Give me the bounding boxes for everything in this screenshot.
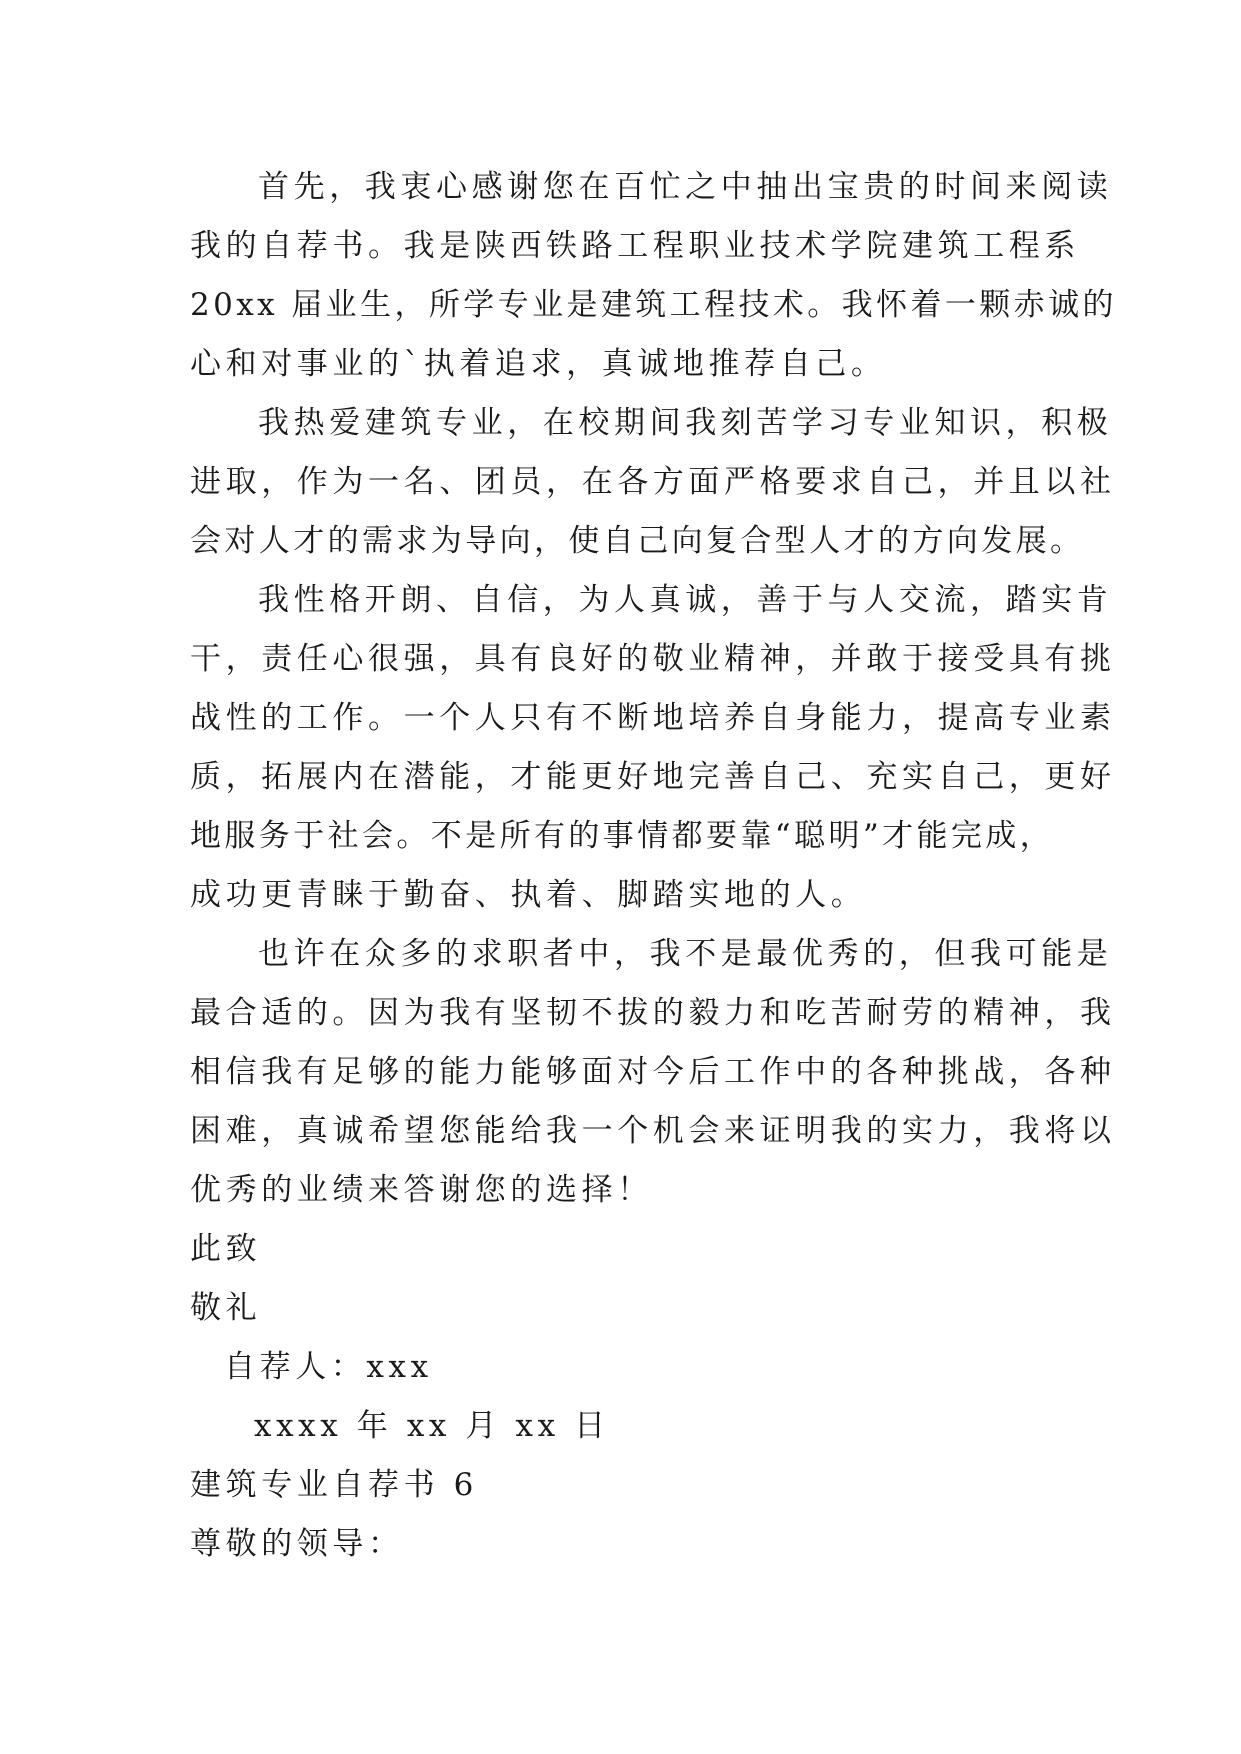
paragraph-line: 进取，作为一名、团员，在各方面严格要求自己，并且以社 [190, 464, 1116, 500]
paragraph-line: 我性格开朗、自信，为人真诚，善于与人交流，踏实肯 [258, 582, 1113, 618]
paragraph-line: 我热爱建筑专业，在校期间我刻苦学习专业知识，积极 [258, 405, 1113, 441]
paragraph-line: 优秀的业绩来答谢您的选择！ [190, 1172, 653, 1208]
closing-regards: 敬礼 [190, 1290, 262, 1326]
signature-line: 自荐人：xxx [224, 1349, 433, 1385]
letter-body [190, 158, 1117, 1574]
paragraph-line: 地服务于社会。不是所有的事情都要靠“聪明”才能完成， [190, 818, 1055, 854]
paragraph-line: 最合适的。因为我有坚韧不拔的毅力和吃苦耐劳的精神，我 [190, 995, 1116, 1031]
paragraph-line: 也许在众多的求职者中，我不是最优秀的，但我可能是 [258, 936, 1113, 972]
paragraph-line: 会对人才的需求为导向，使自己向复合型人才的方向发展。 [190, 523, 1085, 559]
paragraph-line: 质，拓展内在潜能，才能更好地完善自己、充实自己，更好 [190, 759, 1116, 795]
paragraph-line: 干，责任心很强，具有良好的敬业精神，并敢于接受具有挑 [190, 641, 1116, 677]
paragraph-line: 我的自荐书。我是陕西铁路工程职业技术学院建筑工程系 [190, 228, 1080, 264]
paragraph-line: 心和对事业的`执着追求，真诚地推荐自己。 [190, 346, 887, 382]
paragraph-line: 相信我有足够的能力能够面对今后工作中的各种挑战，各种 [190, 1054, 1116, 1090]
paragraph-line: 首先，我衷心感谢您在百忙之中抽出宝贵的时间来阅读 [258, 169, 1113, 205]
paragraph-line: 战性的工作。一个人只有不断地培养自身能力，提高专业素 [190, 700, 1116, 736]
closing-salutation: 此致 [190, 1231, 262, 1267]
paragraph-line: 困难，真诚希望您能给我一个机会来证明我的实力，我将以 [190, 1113, 1116, 1149]
date-line: xxxx 年 xx 月 xx 日 [254, 1408, 610, 1444]
paragraph-line: 成功更青睐于勤奋、执着、脚踏实地的人。 [190, 877, 867, 913]
section-title: 建筑专业自荐书 6 [190, 1467, 478, 1503]
paragraph-line: 20xx 届业生，所学专业是建筑工程技术。我怀着一颗赤诚的 [190, 287, 1117, 323]
greeting-line: 尊敬的领导： [190, 1526, 404, 1562]
